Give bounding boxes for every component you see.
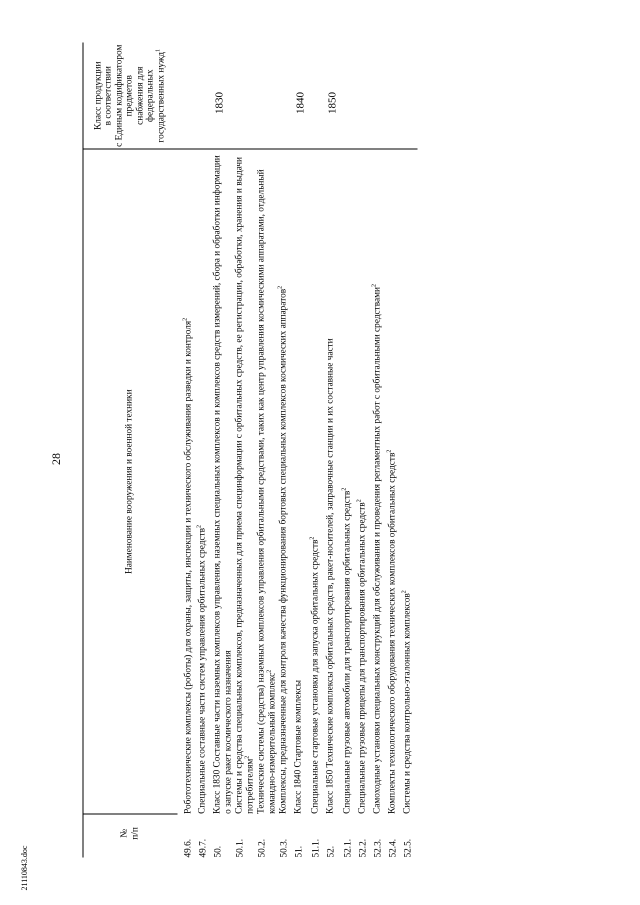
row-text: Системы и средства специальных комплексов, предназначенных для приема специнформации с орбитальных средств, ее регистрации, обработки, хранения и выдачи потребителям	[234, 157, 256, 814]
footnote-marker: 2	[386, 449, 393, 453]
row-class-code	[311, 43, 326, 150]
row-number: 50.3.	[279, 838, 290, 858]
footnote-marker: 2	[356, 499, 363, 503]
footnote-marker: 2	[341, 487, 348, 491]
table-row	[294, 43, 311, 858]
row-class-code	[198, 43, 213, 150]
table-header	[83, 43, 178, 858]
row-description	[326, 149, 343, 813]
table-row	[198, 43, 213, 858]
row-text: Класс 1850 Технические комплексы орбитальных средств, ракет-носителей, заправочные станции и их составные части	[325, 338, 336, 814]
table-row	[373, 43, 388, 858]
row-text: Технические системы (средства) наземных комплексов управления орбитальными средствами, таких как центр управления космическими аппаратами, отдельный командно-измерительный комплекс	[256, 169, 278, 814]
footnote-marker: 2	[309, 536, 316, 540]
row-class-code	[358, 43, 373, 150]
row-class-code	[388, 43, 403, 150]
row-text: Комплекты технологического оборудования технических комплексов орбитальных средств	[387, 452, 398, 814]
header-name: Наименование вооружения и военной техники	[83, 149, 178, 813]
table-row	[388, 43, 403, 858]
row-text: Класс 1830 Составные части наземных комплексов управления, наземных специальных комплексов и комплексов средств измерений, сбора и обработки информации о запуске ракет космического назначения	[212, 155, 234, 814]
table-row	[279, 43, 294, 858]
row-class-code	[373, 43, 388, 150]
row-description	[294, 149, 311, 813]
row-description	[403, 149, 418, 813]
document-table-wrapper	[83, 43, 593, 858]
row-class-code	[279, 43, 294, 150]
row-number: 50.2.	[257, 838, 268, 858]
row-description	[198, 149, 213, 813]
footnote-marker: 2	[371, 284, 378, 287]
table-row	[403, 43, 418, 858]
row-class-code	[403, 43, 418, 150]
row-number: 50.1.	[235, 838, 246, 858]
header-code-line: с Единым кодификатором предметов	[114, 44, 135, 147]
row-number: 52.5.	[403, 838, 414, 858]
table-row	[178, 43, 198, 858]
table-row	[343, 43, 358, 858]
row-description	[235, 149, 257, 813]
table-row	[311, 43, 326, 858]
row-description	[388, 149, 403, 813]
footnote-marker: 2	[266, 669, 273, 673]
footnote-marker: 1	[155, 48, 162, 52]
row-description	[257, 149, 279, 813]
row-number: 49.7.	[198, 838, 209, 858]
table-row	[358, 43, 373, 858]
header-code-line: государственных нужд$^1$	[155, 48, 167, 143]
row-text: Комплексы, предназначенные для контроля качества функционирования бортовых специальных комплексов космических аппаратов	[278, 288, 289, 814]
row-text: Специальные стартовые установки для запуска орбитальных средств	[310, 539, 321, 814]
table-row	[213, 43, 235, 858]
table-body	[178, 43, 418, 858]
row-class-code	[235, 43, 257, 150]
row-class-code: 1850	[326, 91, 339, 114]
row-number: 52.	[326, 845, 337, 858]
page-number: 28	[49, 453, 63, 465]
row-description	[343, 149, 358, 813]
document-file-id: 21110843.doc	[20, 845, 29, 891]
footnote-marker: 2	[401, 590, 408, 594]
row-description	[178, 149, 198, 813]
table-row	[257, 43, 279, 858]
row-description	[311, 149, 326, 813]
header-number-symbol: №	[119, 829, 129, 838]
row-number: 51.	[294, 845, 305, 858]
row-number: 49.6.	[183, 838, 194, 858]
row-class-code	[178, 43, 198, 150]
row-text: Робототехнические комплексы (роботы) для охраны, защиты, инспекции и технического обслуживания разведки и контроля	[183, 320, 194, 814]
row-text: Специальные грузовые прицепы для транспортирования орбитальных средств	[357, 502, 368, 814]
header-number-abbrev: п/п	[130, 827, 140, 840]
row-description	[373, 149, 388, 813]
row-text: Специальные грузовые автомобили для транспортирования орбитальных средств	[342, 490, 353, 814]
header-code-line: в соответствии	[103, 66, 114, 126]
row-number: 51.1.	[311, 838, 322, 858]
footnote-marker: 2	[277, 285, 284, 289]
row-number: 52.1.	[343, 838, 354, 858]
row-text: Системы и средства контрольно-эталонных комплексов	[402, 593, 413, 814]
header-code-line: снабжения для федеральных	[135, 66, 156, 125]
row-class-code: 1840	[294, 91, 307, 114]
row-text: Класс 1840 Стартовые комплексы	[293, 680, 304, 814]
row-number: 52.2.	[358, 838, 369, 858]
row-class-code: 1830	[213, 91, 226, 114]
row-description	[279, 149, 294, 813]
row-description	[358, 149, 373, 813]
row-number: 52.4.	[388, 838, 399, 858]
row-description	[213, 149, 235, 813]
header-number	[83, 814, 178, 858]
row-text: Самоходные установки специальных конструкций для обслуживания и проведения регламентных работ с орбитальными средствами	[372, 287, 383, 814]
table-row	[326, 43, 343, 858]
footnote-marker: 2	[182, 317, 189, 321]
header-code	[83, 43, 178, 150]
row-number: 50.	[213, 845, 224, 858]
footnote-marker: 2	[196, 524, 203, 528]
table-row	[235, 43, 257, 858]
row-number: 52.3.	[373, 838, 384, 858]
row-class-code	[343, 43, 358, 150]
weapons-classification-table	[83, 43, 418, 858]
row-class-code	[257, 43, 279, 150]
footnote-marker: 2	[244, 755, 251, 759]
row-text: Специальные составные части систем управления орбитальных средств	[197, 527, 208, 814]
header-code-line: Класс продукции	[93, 61, 104, 130]
